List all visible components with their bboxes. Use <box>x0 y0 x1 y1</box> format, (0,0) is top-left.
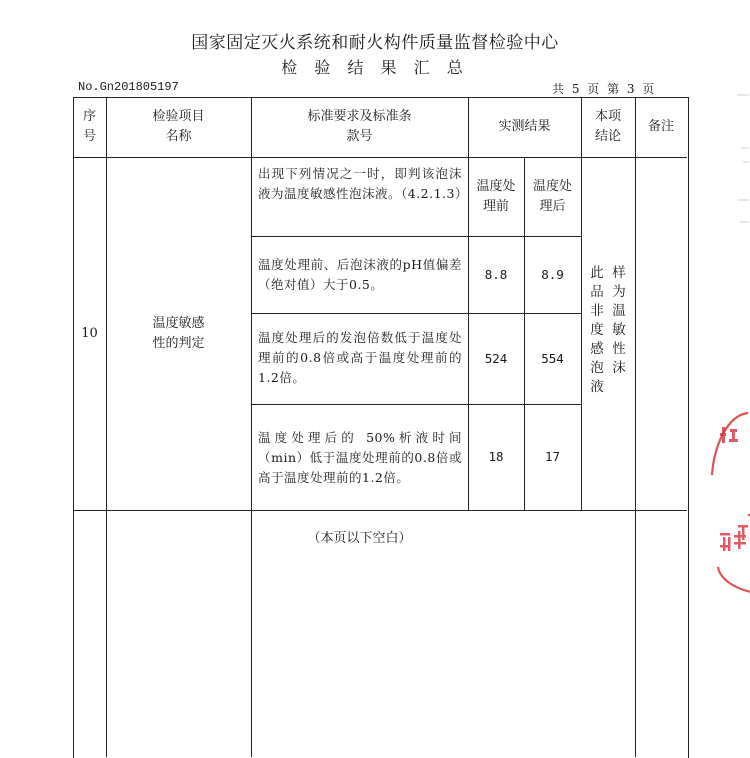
report-number: No.Gn201805197 <box>78 80 179 94</box>
value-expansion-after: 554 <box>541 350 564 366</box>
grid-line <box>73 510 687 511</box>
grid-line <box>635 97 636 757</box>
requirement-ph: 温度处理前、后泡沫液的pH值偏差（绝对值）大于0.5。 <box>258 257 462 292</box>
grid-line <box>581 97 582 510</box>
conclusion-column-right: 样为温敏性沫 <box>612 265 626 376</box>
document-title: 检 验 结 果 汇 总 <box>281 58 469 77</box>
value-ph-before: 8.8 <box>484 266 508 282</box>
row-item-name: 温度敏感性的判定 <box>152 315 205 351</box>
requirement-intro: 出现下列情况之一时，即判该泡沫液为温度敏感性泡沫液。（4.2.1.3） <box>258 166 468 201</box>
value-expansion-before: 524 <box>484 350 508 366</box>
requirement-drainage: 温度处理后的 50%析液时间（min）低于温度处理前的0.8倍或高于温度处理前的1.2倍。 <box>258 430 462 485</box>
org-title: 国家固定灭火系统和耐火构件质量监督检验中心 <box>191 33 559 53</box>
conclusion-column-left: 此品非度感泡液 <box>590 265 604 395</box>
value-drainage-after: 17 <box>544 449 561 464</box>
subheader-after: 温度处理后 <box>532 178 572 214</box>
header-seq: 序号 <box>82 109 96 144</box>
header-item: 检验项目名称 <box>152 109 205 144</box>
subheader-before: 温度处理前 <box>476 178 516 214</box>
header-conclusion: 本项结论 <box>594 109 621 144</box>
scan-marks <box>735 90 750 230</box>
seal-stamp <box>708 405 750 595</box>
value-ph-after: 8.9 <box>541 266 564 282</box>
grid-line <box>251 97 252 757</box>
header-requirement: 标准要求及标准条款号 <box>307 109 412 144</box>
page-info: 共 5 页 第 3 页 <box>552 82 657 96</box>
blank-note: （本页以下空白） <box>307 531 412 546</box>
header-remark: 备注 <box>647 119 674 134</box>
row-seq: 10 <box>81 325 98 341</box>
value-drainage-before: 18 <box>488 449 504 464</box>
header-measured: 实测结果 <box>498 119 551 134</box>
requirement-expansion: 温度处理后的发泡倍数低于温度处理前的0.8倍或高于温度处理前的1.2倍。 <box>258 330 462 385</box>
